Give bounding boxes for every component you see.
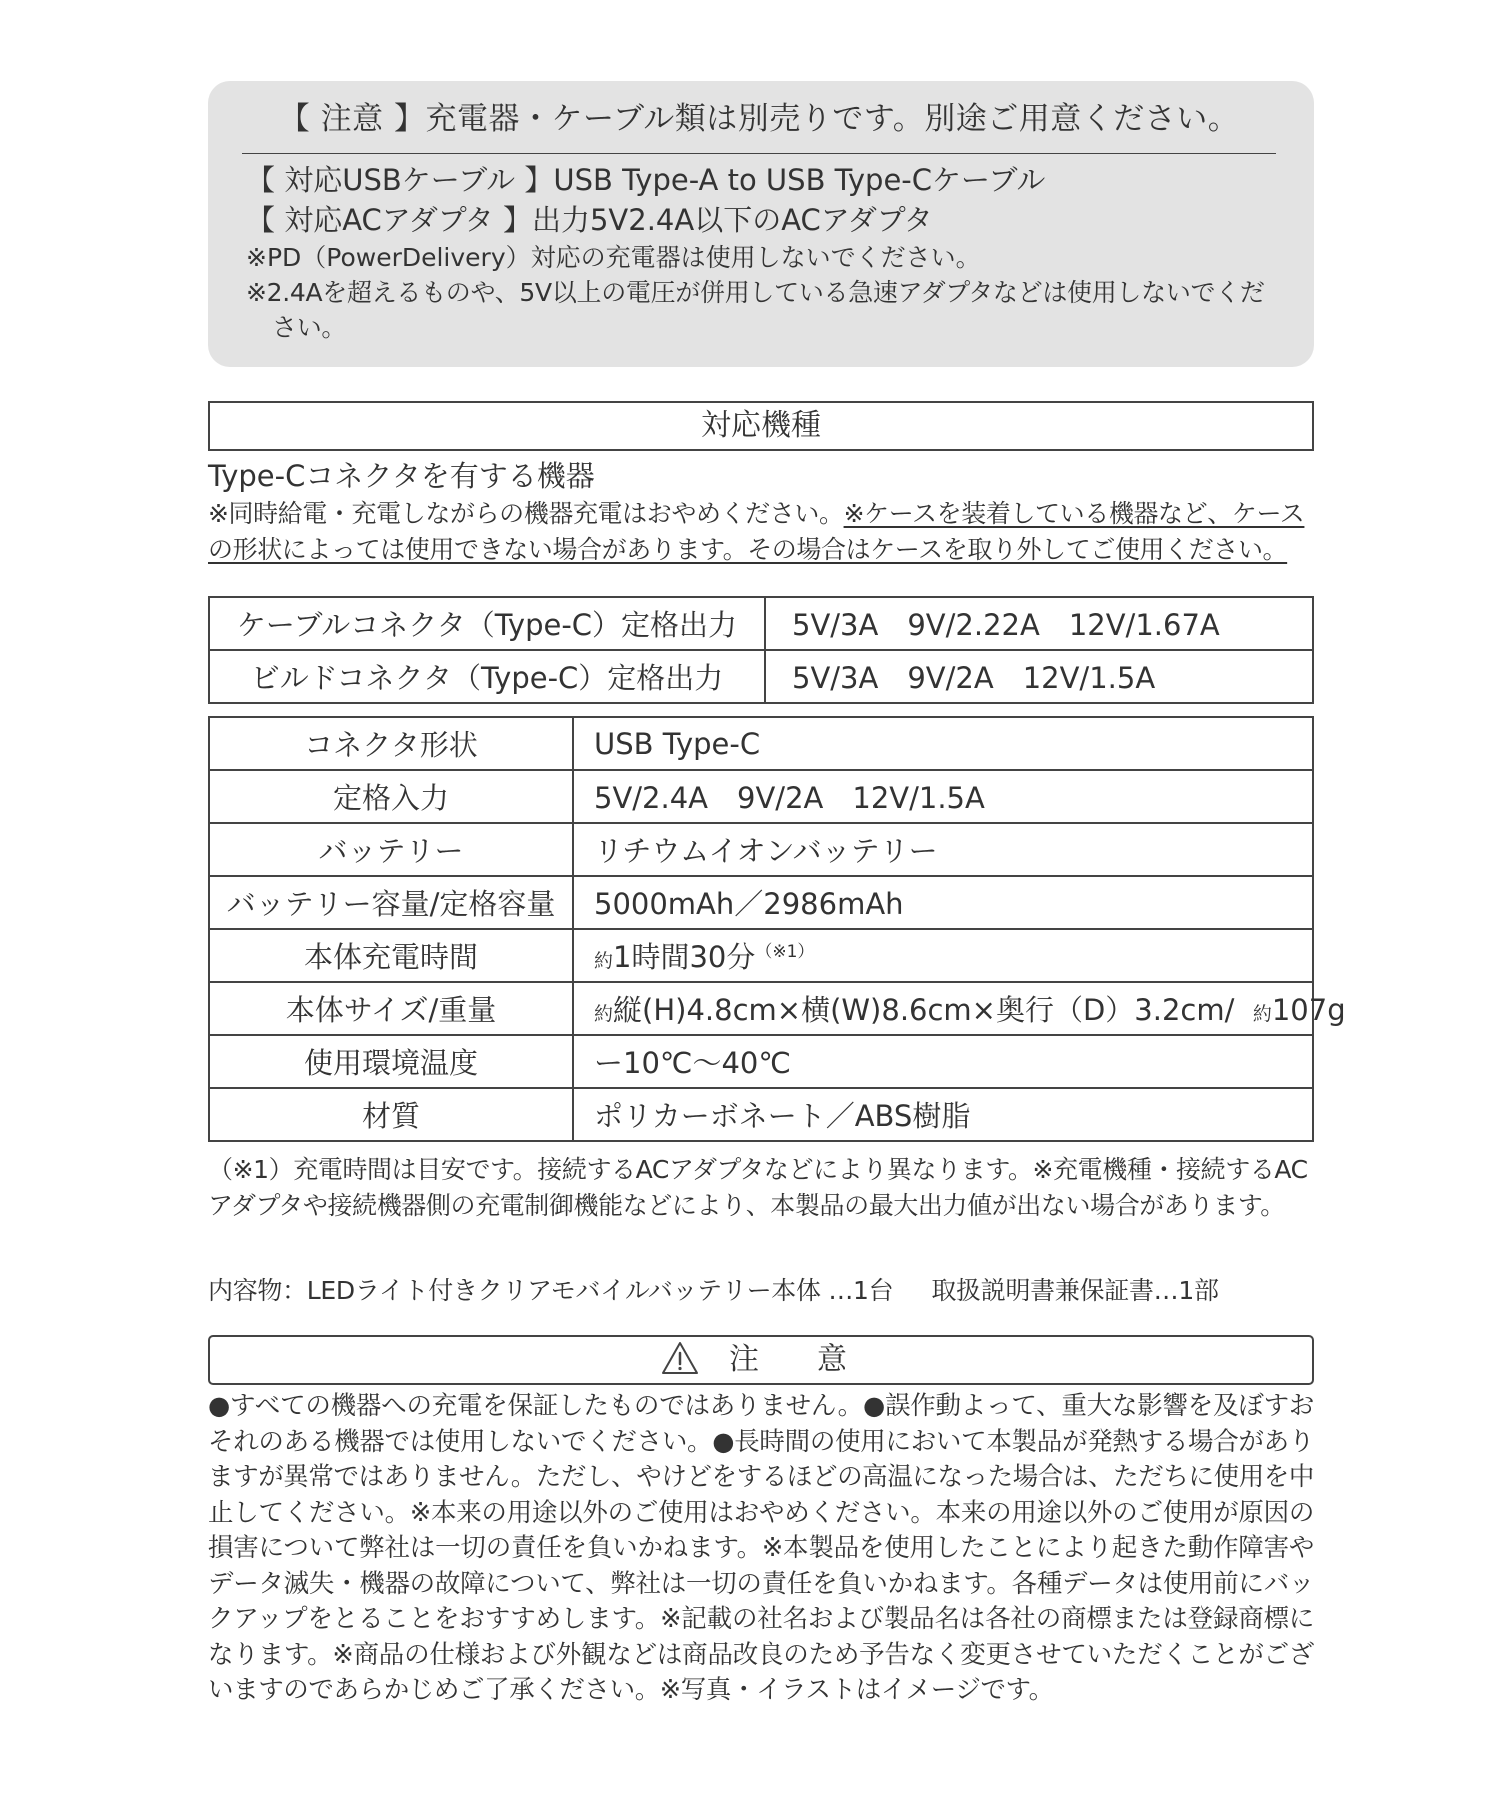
charge-time-label: 本体充電時間 [209,929,573,982]
table-row [209,1088,1313,1141]
table-row [209,982,1313,1035]
battery-label: バッテリー [209,823,573,876]
built-in-connector-label: ビルドコネクタ（Type-C）定格出力 [209,650,765,703]
compatible-devices-header: 対応機種 [208,401,1314,451]
table-row [209,717,1313,770]
connector-shape-label: コネクタ形状 [209,717,573,770]
table-row [209,929,1313,982]
table-row [209,1035,1313,1088]
table-row [209,823,1313,876]
compatible-devices-body [208,456,1314,568]
charge-time-footnote: （※1）充電時間は目安です。接続するACアダプタなどにより異なります。※充電機種・接続するACアダプタや接続機器側の充電制御機能などにより、本製品の最大出力値が出ない場合があります。 [208,1155,1308,1220]
product-spec-table [208,716,1346,1142]
charge-time-cell [573,929,1313,982]
charge-time-note: （※1） [755,942,815,962]
battery-capacity-value: 5000mAh／2986mAh [573,876,1313,929]
size-prefix: 約 [594,1003,614,1025]
notice-note-pd: ※PD（PowerDelivery）対応の充電器は使用しないでください。 [246,243,981,272]
built-in-connector-value: 5V/3A 9V/2A 12V/1.5A [765,650,1313,703]
compatible-device-text: Type-Cコネクタを有する機器 [208,459,595,493]
rated-input-label: 定格入力 [209,770,573,823]
battery-capacity-label: バッテリー容量/定格容量 [209,876,573,929]
weight-prefix: 約 [1252,1003,1272,1025]
battery-value: リチウムイオンバッテリー [573,823,1313,876]
compatible-note-underlined: ※ケースを装着している機器など、ケースの形状によっては使用できない場合があります。その場合はケースを取り外してご使用ください。 [208,499,1305,564]
cable-connector-label: ケーブルコネクタ（Type-C）定格出力 [209,597,765,650]
table-row [209,876,1313,929]
table-row [209,650,1313,703]
contents-item-manual: 取扱説明書兼保証書…1部 [931,1276,1219,1305]
notice-title: 【 注意 】充電器・ケーブル類は別売りです。別途ご用意ください。 [242,99,1276,154]
material-label: 材質 [209,1088,573,1141]
connector-shape-value: USB Type-C [573,717,1313,770]
size-weight-cell [573,982,1346,1035]
table-row [209,770,1313,823]
size-weight-label: 本体サイズ/重量 [209,982,573,1035]
operating-temp-label: 使用環境温度 [209,1035,573,1088]
rated-input-value: 5V/2.4A 9V/2A 12V/1.5A [573,770,1313,823]
charge-time-value: 1時間30分 [613,940,756,974]
table-row [209,597,1313,650]
size-value: 縦(H)4.8cm×横(W)8.6cm×奥行（D）3.2cm/ [613,993,1235,1027]
notice-box [208,81,1314,367]
operating-temp-value: ー10℃～40℃ [573,1035,1313,1088]
package-contents [208,1273,1314,1309]
caution-header-text: 注 意 [729,1342,861,1377]
charge-time-prefix: 約 [594,950,614,972]
compatible-note-plain: ※同時給電・充電しながらの機器充電はおやめください。 [208,499,844,528]
warning-icon [661,1341,699,1375]
output-spec-table [208,596,1314,704]
caution-header [208,1335,1314,1385]
compatible-note [208,496,1314,568]
notice-note-voltage: ※2.4Aを超えるものや、5V以上の電圧が併用している急速アダプタなどは使用しないでください。 [246,278,1265,342]
contents-item-battery: 内容物：LEDライト付きクリアモバイルバッテリー本体 …1台 [208,1276,894,1305]
weight-value: 107g [1271,993,1346,1027]
material-value: ポリカーボネート／ABS樹脂 [573,1088,1313,1141]
notice-adapter: 【 対応ACアダプタ 】出力5V2.4A以下のACアダプタ [246,203,933,237]
notice-cable: 【 対応USBケーブル 】USB Type-A to USB Type-Cケーブル [246,163,1046,197]
cable-connector-value: 5V/3A 9V/2.22A 12V/1.67A [765,597,1313,650]
caution-body: ●すべての機器への充電を保証したものではありません。●誤作動よって、重大な影響を及ぼすおそれのある機器では使用しないでください。●長時間の使用において本製品が発熱する場合がありますが異常ではありません。ただし、やけどをするほどの高温になった場合は、ただちに使用を中止してください。※本来の用途以外のご使用はおやめください。本来の用途以外のご使用が原因の損害について弊社は一切の責任を負いかねます。※本製品を使用したことにより起きた動作障害やデータ滅失・機器の故障について、弊社は一切の責任を負いかねます。各種データは使用前にバックアップをとることをおすすめします。※記載の社名および製品名は各社の商標または登録商標になります。※商品の仕様および外観などは商品改良のため予告なく変更させていただくことがございますのであらかじめご了承ください。※写真・イラストはイメージです。 [208,1391,1314,1705]
